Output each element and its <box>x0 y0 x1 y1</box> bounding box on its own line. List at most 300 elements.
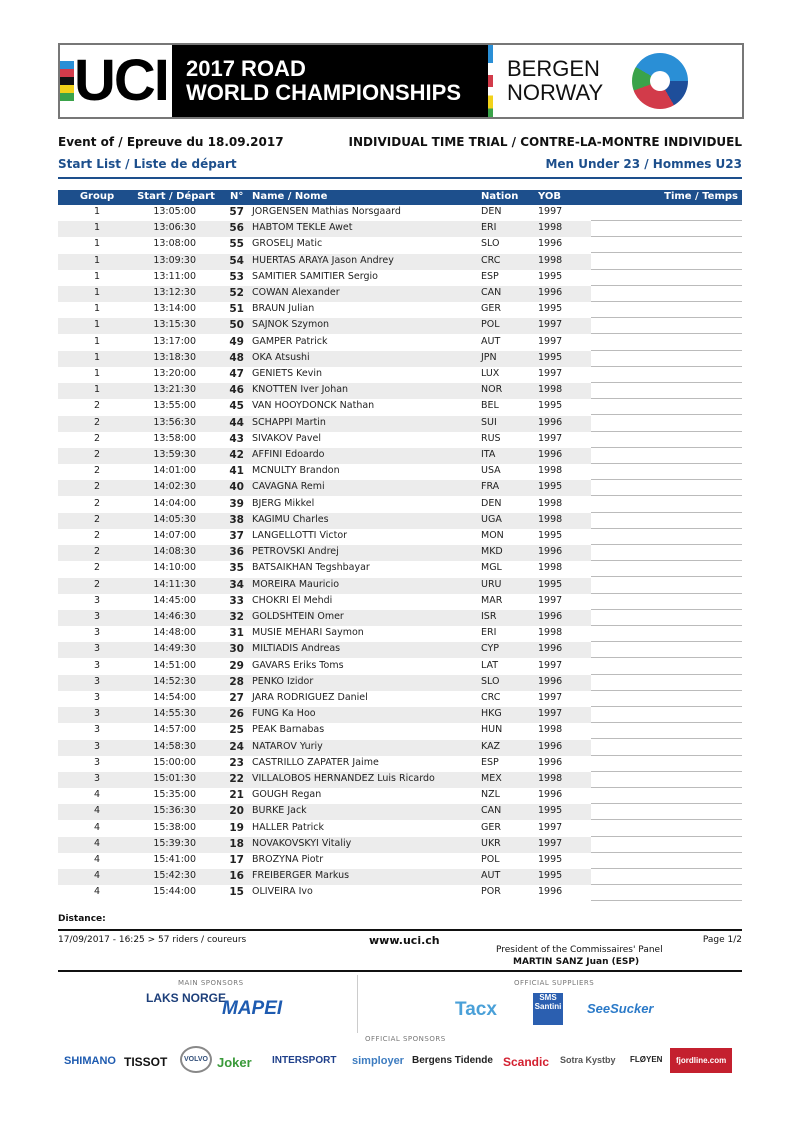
time-field <box>591 723 742 739</box>
host-city: BERGEN NORWAY <box>507 55 604 105</box>
start-time: 14:46:30 <box>153 611 196 622</box>
nation: DEN <box>481 497 502 509</box>
bib-number: 20 <box>229 805 244 818</box>
group: 2 <box>93 562 101 574</box>
yob: 1997 <box>538 432 563 444</box>
time-field <box>591 367 742 383</box>
group: 3 <box>93 627 101 639</box>
group: 1 <box>93 351 101 363</box>
table-row <box>58 756 742 772</box>
time-field <box>591 529 742 545</box>
start-time: 14:58:30 <box>153 740 196 752</box>
time-field <box>591 254 742 270</box>
rider-name: VILLALOBOS HERNANDEZ Luis Ricardo <box>252 773 435 784</box>
time-field <box>591 464 742 480</box>
start-time: 15:42:30 <box>153 870 196 882</box>
table-row <box>58 383 742 399</box>
group: 1 <box>93 222 101 234</box>
sponsor-logo: VOLVO <box>180 1046 212 1073</box>
yob: 1995 <box>538 351 563 363</box>
group: 4 <box>93 821 101 833</box>
table-row <box>58 399 742 415</box>
nation: LAT <box>481 659 499 671</box>
group: 2 <box>93 578 101 590</box>
nation: ESP <box>481 756 499 768</box>
table-row <box>58 480 742 496</box>
group: 3 <box>93 675 101 687</box>
rider-name: GROSELJ Matic <box>252 238 323 250</box>
yob: 1995 <box>538 303 563 315</box>
yob: 1997 <box>538 659 563 671</box>
group: 3 <box>93 724 101 736</box>
table-row <box>58 853 742 869</box>
time-field <box>591 448 742 464</box>
yob: 1997 <box>538 368 563 379</box>
time-field <box>591 561 742 577</box>
start-time: 14:02:30 <box>153 481 196 493</box>
time-field <box>591 302 742 318</box>
distance-label: Distance: <box>58 914 106 924</box>
rider-name: FUNG Ka Hoo <box>252 708 316 720</box>
bib-number: 49 <box>229 335 244 348</box>
yob: 1995 <box>538 870 563 882</box>
time-field <box>591 642 742 658</box>
time-field <box>591 335 742 351</box>
start-time: 13:20:00 <box>153 368 196 379</box>
group: 1 <box>93 238 101 250</box>
time-field <box>591 707 742 723</box>
time-field <box>591 756 742 772</box>
group: 4 <box>93 789 101 801</box>
start-time: 14:52:30 <box>153 675 196 687</box>
bib-number: 52 <box>229 287 244 299</box>
yob: 1998 <box>538 513 563 525</box>
rider-name: COWAN Alexander <box>252 287 340 298</box>
time-field <box>591 286 742 302</box>
time-field <box>591 691 742 707</box>
table-row <box>58 594 742 610</box>
divider <box>58 177 742 179</box>
rider-name: GOUGH Regan <box>252 789 322 801</box>
nation: CRC <box>481 254 501 266</box>
col-yob: YOB <box>538 191 562 202</box>
bib-number: 19 <box>229 821 244 834</box>
start-time: 13:12:30 <box>153 287 196 298</box>
start-time: 15:44:00 <box>153 886 196 898</box>
event-date: Event of / Epreuve du 18.09.2017 <box>58 135 284 149</box>
bib-number: 43 <box>229 432 244 445</box>
yob: 1997 <box>538 594 563 606</box>
yob: 1996 <box>538 886 563 898</box>
rider-name: CAVAGNA Remi <box>252 481 325 493</box>
sponsor-logo: SMS Santini <box>533 993 563 1025</box>
bib-number: 23 <box>229 756 244 769</box>
yob: 1997 <box>538 319 563 331</box>
nation: POR <box>481 886 501 898</box>
sponsor-logo: simployer <box>352 1055 404 1067</box>
yob: 1998 <box>538 465 563 477</box>
sponsor-logo: LAKS NORGE <box>146 991 227 1005</box>
start-time: 13:56:30 <box>153 416 196 428</box>
bib-number: 40 <box>229 481 244 494</box>
group: 3 <box>93 692 101 703</box>
time-field <box>591 659 742 675</box>
rider-name: OLIVEIRA Ivo <box>252 886 313 898</box>
group: 3 <box>93 708 101 720</box>
nation: NOR <box>481 384 503 396</box>
yob: 1998 <box>538 254 563 266</box>
rider-name: CHOKRI El Mehdi <box>252 594 333 606</box>
group: 2 <box>93 416 101 428</box>
sponsor-logo: INTERSPORT <box>272 1055 337 1066</box>
start-time: 14:04:00 <box>153 497 196 509</box>
rider-name: LANGELLOTTI Victor <box>252 530 348 541</box>
bib-number: 28 <box>229 675 244 688</box>
sponsor-logo: FLØYEN <box>630 1055 663 1064</box>
start-time: 14:10:00 <box>153 562 196 574</box>
yob: 1997 <box>538 708 563 720</box>
nation: ERI <box>481 222 497 234</box>
rider-name: GAMPER Patrick <box>252 335 328 347</box>
time-field <box>591 221 742 237</box>
nation: CAN <box>481 805 502 817</box>
yob: 1996 <box>538 416 563 428</box>
bib-number: 48 <box>229 351 244 364</box>
group: 1 <box>93 384 101 396</box>
rider-name: BRAUN Julian <box>252 303 315 315</box>
yob: 1995 <box>538 578 563 590</box>
time-field <box>591 351 742 367</box>
sponsor-logo: Tacx <box>455 999 497 1020</box>
bib-number: 24 <box>229 740 244 753</box>
table-row <box>58 221 742 237</box>
start-time: 15:39:30 <box>153 837 196 849</box>
table-row <box>58 578 742 594</box>
rider-name: MCNULTY Brandon <box>252 465 340 477</box>
rider-name: KNOTTEN Iver Johan <box>252 384 349 396</box>
yob: 1997 <box>538 206 563 217</box>
group: 4 <box>93 854 101 865</box>
bib-number: 15 <box>229 886 244 899</box>
website-link[interactable]: www.uci.ch <box>369 934 440 947</box>
suppliers-label: OFFICIAL SUPPLIERS <box>514 979 595 987</box>
time-field <box>591 497 742 513</box>
yob: 1995 <box>538 854 563 865</box>
nation: MEX <box>481 773 502 784</box>
nation: ITA <box>481 449 496 460</box>
start-time: 13:08:00 <box>153 238 196 250</box>
nation: GER <box>481 821 501 833</box>
sponsor-logo: MAPEI <box>222 998 283 1019</box>
group: 2 <box>93 400 101 412</box>
group: 4 <box>93 805 101 817</box>
nation: GER <box>481 303 501 315</box>
nation: POL <box>481 854 500 865</box>
table-row <box>58 772 742 788</box>
rider-name: SAJNOK Szymon <box>252 319 330 331</box>
bib-number: 45 <box>229 400 244 413</box>
table-row <box>58 885 742 901</box>
start-time: 13:17:00 <box>153 335 196 347</box>
yob: 1996 <box>538 756 563 768</box>
nation: BEL <box>481 400 499 412</box>
yob: 1998 <box>538 724 563 736</box>
time-field <box>591 853 742 869</box>
nation: ESP <box>481 270 499 282</box>
start-time: 15:36:30 <box>153 805 196 817</box>
start-time: 13:11:00 <box>153 270 196 282</box>
rider-name: FREIBERGER Markus <box>252 870 350 882</box>
yob: 1997 <box>538 821 563 833</box>
table-row <box>58 335 742 351</box>
start-time: 13:21:30 <box>153 384 196 396</box>
group: 3 <box>93 756 101 768</box>
start-time: 14:08:30 <box>153 546 196 558</box>
group: 3 <box>93 611 101 622</box>
rider-name: MILTIADIS Andreas <box>252 643 341 655</box>
yob: 1998 <box>538 222 563 234</box>
time-field <box>591 788 742 804</box>
bib-number: 44 <box>229 416 244 429</box>
yob: 1995 <box>538 481 563 493</box>
time-field <box>591 804 742 820</box>
nation: CYP <box>481 643 499 655</box>
nation: JPN <box>481 351 497 363</box>
sponsor-logo: fjordline.com <box>670 1048 732 1073</box>
yob: 1995 <box>538 400 563 412</box>
yob: 1996 <box>538 546 563 558</box>
sponsor-logo: SHIMANO <box>64 1055 116 1067</box>
bib-number: 31 <box>229 627 244 640</box>
rider-name: NOVAKOVSKYI Vitaliy <box>252 837 352 849</box>
category: Men Under 23 / Hommes U23 <box>545 157 742 171</box>
group: 3 <box>93 740 101 752</box>
yob: 1998 <box>538 562 563 574</box>
table-row <box>58 513 742 529</box>
nation: SUI <box>481 416 497 428</box>
nation: HUN <box>481 724 503 736</box>
start-time: 13:18:30 <box>153 351 196 363</box>
table-row <box>58 675 742 691</box>
bib-number: 27 <box>229 692 244 704</box>
bib-number: 25 <box>229 724 244 737</box>
table-row <box>58 626 742 642</box>
nation: SLO <box>481 675 500 687</box>
rider-name: JORGENSEN Mathias Norsgaard <box>252 206 401 217</box>
sponsor-logo: Scandic <box>503 1055 550 1069</box>
rider-name: HABTOM TEKLE Awet <box>252 222 353 234</box>
table-row <box>58 723 742 739</box>
time-field <box>591 740 742 756</box>
nation: CAN <box>481 287 502 298</box>
rider-name: BATSAIKHAN Tegshbayar <box>252 562 370 574</box>
yob: 1996 <box>538 675 563 687</box>
nation: LUX <box>481 368 500 379</box>
col-name: Name / Nome <box>252 191 328 202</box>
table-row <box>58 788 742 804</box>
bib-number: 21 <box>229 789 244 802</box>
group: 4 <box>93 886 101 898</box>
bib-number: 34 <box>229 578 244 591</box>
bib-number: 30 <box>229 643 244 656</box>
yob: 1997 <box>538 837 563 849</box>
group: 3 <box>93 643 101 655</box>
table-row <box>58 254 742 270</box>
time-field <box>591 432 742 448</box>
rider-name: PEAK Barnabas <box>252 724 325 736</box>
time-field <box>591 821 742 837</box>
yob: 1995 <box>538 270 563 282</box>
table-row <box>58 416 742 432</box>
divider <box>357 975 358 1033</box>
group: 4 <box>93 837 101 849</box>
president-title: President of the Commissaires' Panel <box>496 945 663 955</box>
championship-banner <box>58 43 744 119</box>
table-row <box>58 691 742 707</box>
table-row <box>58 821 742 837</box>
yob: 1996 <box>538 287 563 298</box>
time-field <box>591 399 742 415</box>
sponsor-logo: TISSOT <box>124 1055 168 1069</box>
yob: 1995 <box>538 530 563 541</box>
divider <box>58 929 742 931</box>
yob: 1998 <box>538 384 563 396</box>
start-time: 15:41:00 <box>153 854 196 865</box>
page-number: Page 1/2 <box>702 935 742 945</box>
bib-number: 50 <box>229 319 244 332</box>
start-time: 14:07:00 <box>153 530 196 541</box>
official-sponsors-label: OFFICIAL SPONSORS <box>365 1035 446 1043</box>
group: 3 <box>93 594 101 606</box>
bib-number: 56 <box>229 222 244 235</box>
table-row <box>58 642 742 658</box>
nation: POL <box>481 319 500 331</box>
rider-name: CASTRILLO ZAPATER Jaime <box>252 756 379 768</box>
bib-number: 37 <box>229 530 244 542</box>
table-row <box>58 837 742 853</box>
start-time: 13:09:30 <box>153 254 196 266</box>
col-start: Start / Départ <box>137 191 215 202</box>
table-row <box>58 448 742 464</box>
nation: FRA <box>481 481 500 493</box>
sponsor-logo: Bergens Tidende <box>412 1055 493 1066</box>
nation: URU <box>481 578 502 590</box>
time-field <box>591 383 742 399</box>
nation: MGL <box>481 562 502 574</box>
time-field <box>591 270 742 286</box>
table-row <box>58 302 742 318</box>
nation: UKR <box>481 837 501 849</box>
group: 2 <box>93 497 101 509</box>
rider-name: NATAROV Yuriy <box>252 740 323 752</box>
time-field <box>591 869 742 885</box>
group: 1 <box>93 254 101 266</box>
table-row <box>58 205 742 221</box>
start-time: 14:54:00 <box>153 692 196 703</box>
nation: AUT <box>481 335 501 347</box>
rider-name: SAMITIER SAMITIER Sergio <box>252 270 378 282</box>
group: 3 <box>93 773 101 784</box>
yob: 1997 <box>538 335 563 347</box>
start-time: 15:35:00 <box>153 789 196 801</box>
start-time: 15:00:00 <box>153 756 196 768</box>
group: 2 <box>93 432 101 444</box>
list-type: Start List / Liste de départ <box>58 157 237 171</box>
start-time: 14:55:30 <box>153 708 196 720</box>
table-row <box>58 804 742 820</box>
bib-number: 16 <box>229 870 244 883</box>
table-row <box>58 561 742 577</box>
rider-name: JARA RODRIGUEZ Daniel <box>252 692 368 703</box>
table-row <box>58 351 742 367</box>
table-row <box>58 432 742 448</box>
start-time: 13:05:00 <box>153 206 196 217</box>
table-row <box>58 545 742 561</box>
table-row <box>58 497 742 513</box>
table-row <box>58 610 742 626</box>
yob: 1996 <box>538 789 563 801</box>
group: 1 <box>93 368 101 379</box>
nation: SLO <box>481 238 500 250</box>
bib-number: 46 <box>229 384 244 397</box>
yob: 1998 <box>538 627 563 639</box>
time-field <box>591 594 742 610</box>
start-time: 14:45:00 <box>153 594 196 606</box>
rider-name: VAN HOOYDONCK Nathan <box>252 400 375 412</box>
col-group: Group <box>79 191 115 202</box>
time-field <box>591 626 742 642</box>
bib-number: 41 <box>229 465 244 478</box>
time-field <box>591 578 742 594</box>
nation: USA <box>481 465 501 477</box>
bergen-emblem-icon <box>632 53 688 109</box>
table-row <box>58 707 742 723</box>
yob: 1995 <box>538 805 563 817</box>
sponsor-logo: Sotra Kystby <box>560 1055 616 1065</box>
start-time: 14:57:00 <box>153 724 196 736</box>
yob: 1996 <box>538 449 563 460</box>
bib-number: 29 <box>229 659 244 672</box>
bib-number: 39 <box>229 497 244 510</box>
bib-number: 54 <box>229 254 244 267</box>
rider-name: HALLER Patrick <box>252 821 324 833</box>
time-field <box>591 480 742 496</box>
rider-name: SCHAPPI Martin <box>252 416 326 428</box>
bib-number: 22 <box>229 773 244 785</box>
start-time: 14:49:30 <box>153 643 196 655</box>
time-field <box>591 513 742 529</box>
group: 2 <box>93 481 101 493</box>
rider-name: AFFINI Edoardo <box>252 449 325 460</box>
time-field <box>591 318 742 334</box>
nation: ERI <box>481 627 497 639</box>
bib-number: 35 <box>229 562 244 575</box>
col-time: Time / Temps <box>664 191 738 202</box>
rider-name: GENIETS Kevin <box>252 368 323 379</box>
group: 1 <box>93 303 101 315</box>
start-time: 13:14:00 <box>153 303 196 315</box>
rider-name: PENKO Izidor <box>252 675 314 687</box>
rider-name: SIVAKOV Pavel <box>252 432 321 444</box>
rider-name: KAGIMU Charles <box>252 513 329 525</box>
table-row <box>58 464 742 480</box>
nation: MAR <box>481 594 503 606</box>
start-time: 14:48:00 <box>153 627 196 639</box>
group: 1 <box>93 206 101 217</box>
group: 2 <box>93 530 101 541</box>
start-time: 14:51:00 <box>153 659 196 671</box>
start-time: 13:59:30 <box>153 449 196 460</box>
